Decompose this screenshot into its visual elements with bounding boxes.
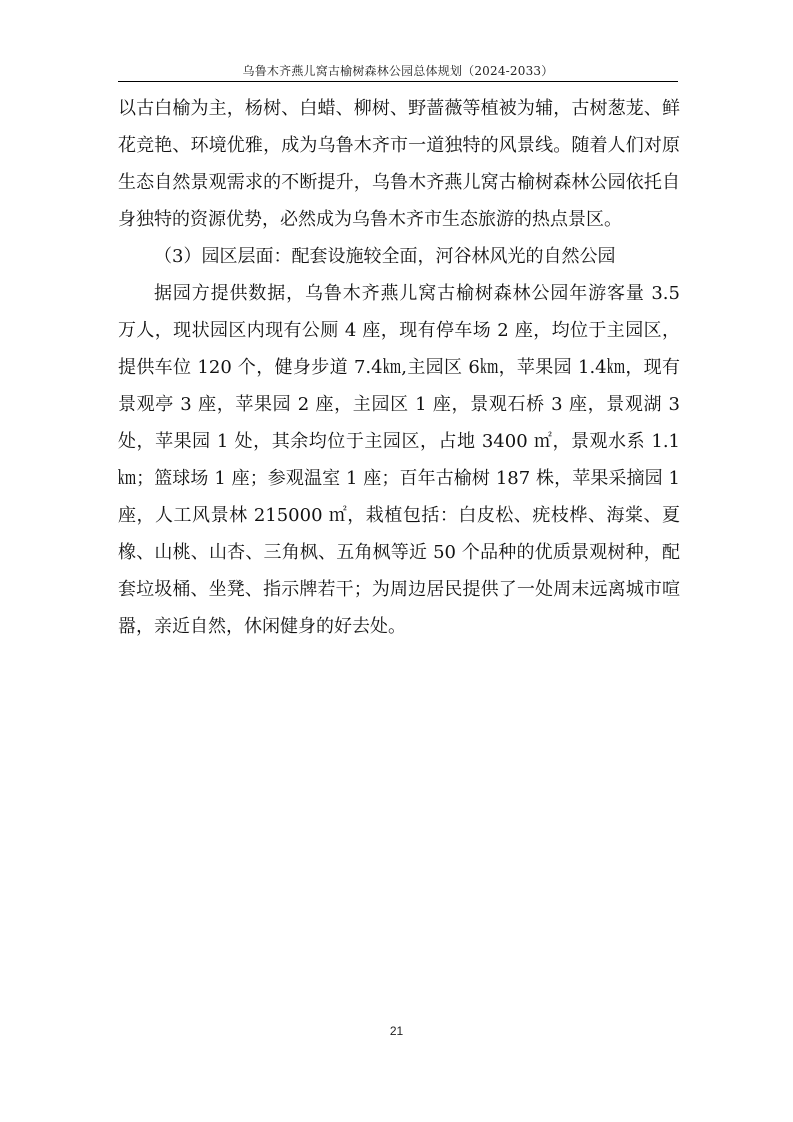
paragraph-continuation: 以古白榆为主，杨树、白蜡、柳树、野蔷薇等植被为辅，古树葱茏、鲜花竞艳、环境优雅，成为乌鲁木齐市一道独特的风景线。随着人们对原生态自然景观需求的不断提升，乌鲁木齐燕儿窝古榆树森林公园依托自身独特的资源优势，必然成为乌鲁木齐市生态旅游的热点景区。 [118,98,680,230]
document-body [118,90,680,645]
header-divider [118,81,678,82]
page-number: 21 [389,1024,404,1038]
paragraph-park-facilities: 据园方提供数据，乌鲁木齐燕儿窝古榆树森林公园年游客量 3.5 万人，现状园区内现有公厕 4 座，现有停车场 2 座，均位于主园区，提供车位 120 个，健身步道 7.4㎞,主园区 6㎞，苹果园 1.4㎞，现有景观亭 3 座，苹果园 2 座，主园区 1 座，景观石桥 3 座，景观湖 3 处，苹果园 1 处，其余均位于主园区，占地 3400 ㎡，景观水系 1.1㎞；篮球场 1 座；参观温室 1 座；百年古榆树 187 株，苹果采摘园 1 座，人工风景林 215000 ㎡，栽植包括：白皮松、疣枝桦、海棠、夏橡、山桃、山杏、三角枫、五角枫等近 50 个品种的优质景观树种，配套垃圾桶、坐凳、指示牌若干；为周边居民提供了一处周末远离城市喧嚣，亲近自然，休闲健身的好去处。 [118,283,680,637]
section-heading: （3）园区层面：配套设施较全面，河谷林风光的自然公园 [154,246,616,267]
page-header: 乌鲁木齐燕儿窝古榆树森林公园总体规划（2024-2033） [242,64,554,78]
